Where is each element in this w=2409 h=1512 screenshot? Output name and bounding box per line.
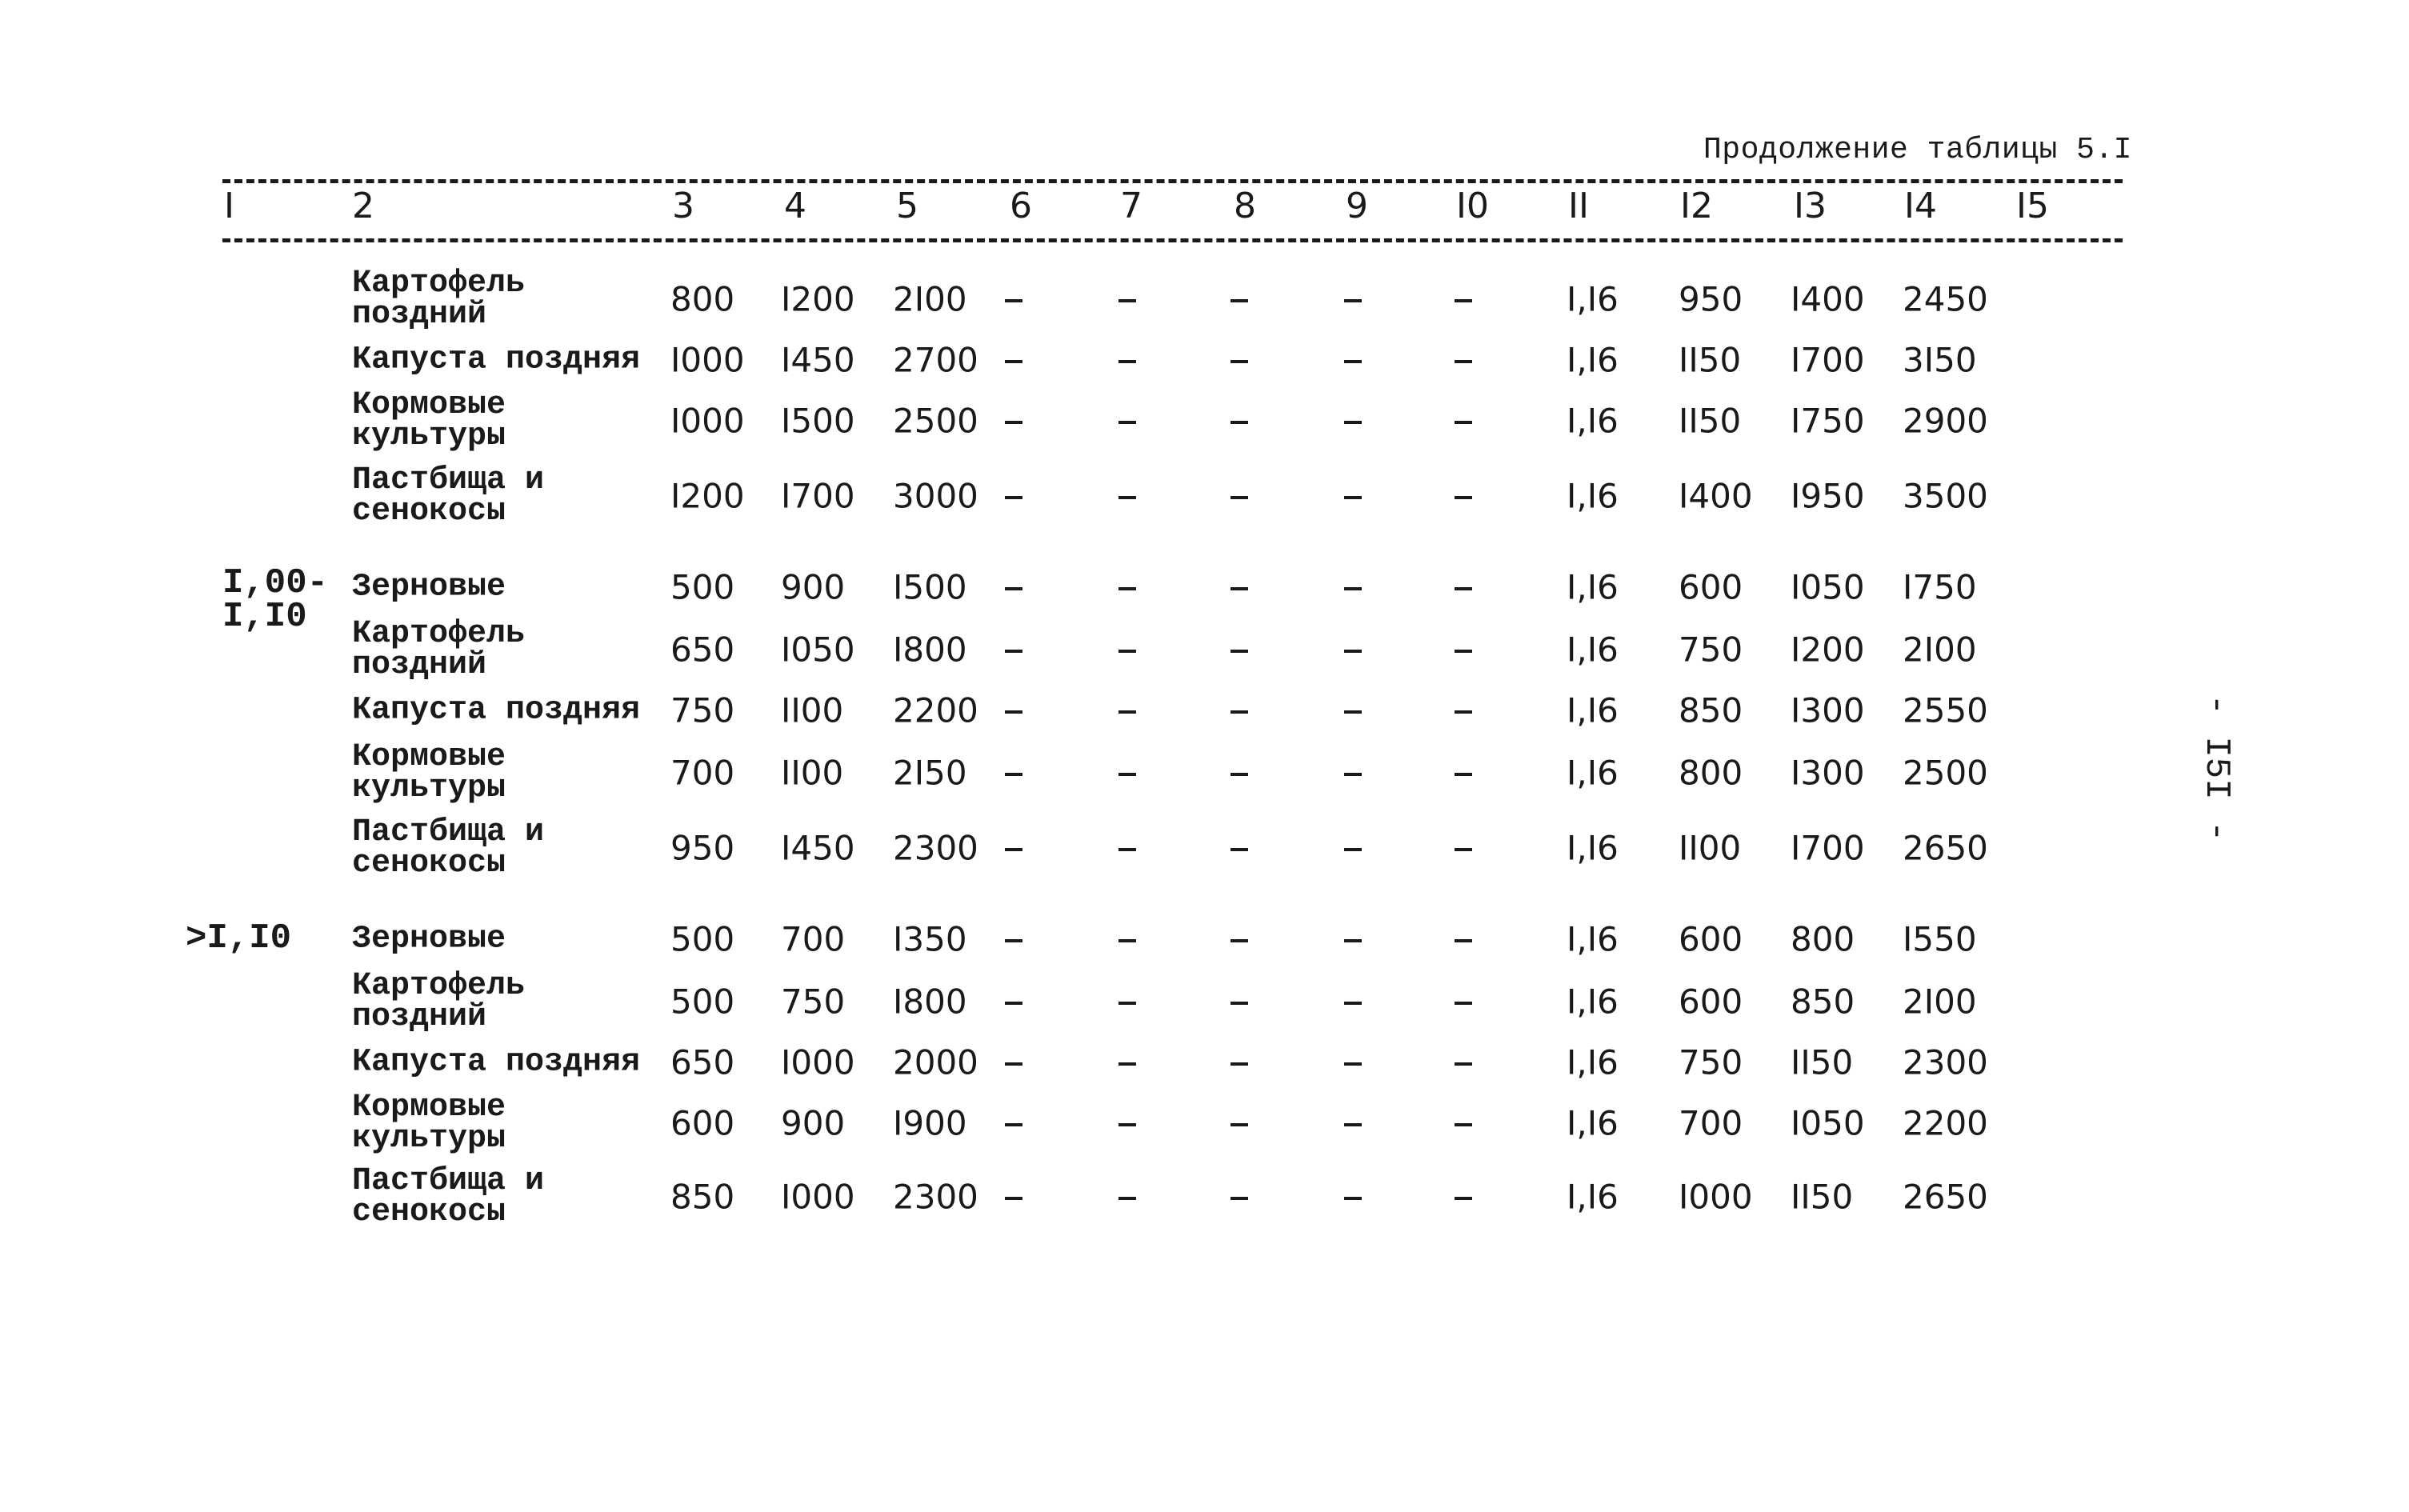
empty-cell-dash xyxy=(1455,421,1472,424)
empty-cell-dash xyxy=(1231,1197,1248,1200)
empty-cell-dash xyxy=(1455,773,1472,776)
cell-c3: 650 xyxy=(670,630,735,670)
crop-name: Пастбища и сенокосы xyxy=(352,814,545,882)
empty-cell-dash xyxy=(1005,710,1022,714)
cell-c4: 900 xyxy=(781,567,846,607)
empty-cell-dash xyxy=(1005,773,1022,776)
cell-c13: I300 xyxy=(1791,690,1865,730)
empty-cell-dash xyxy=(1344,1002,1362,1005)
empty-cell-dash xyxy=(1455,848,1472,851)
empty-cell-dash xyxy=(1118,848,1136,851)
cell-c12: 600 xyxy=(1679,919,1743,959)
empty-cell-dash xyxy=(1005,650,1022,653)
cell-c12: 700 xyxy=(1679,1103,1743,1143)
empty-cell-dash xyxy=(1118,650,1136,653)
empty-cell-dash xyxy=(1455,650,1472,653)
cell-c13: I200 xyxy=(1791,630,1865,670)
cell-c4: 750 xyxy=(781,982,846,1022)
empty-cell-dash xyxy=(1344,1123,1362,1126)
empty-cell-dash xyxy=(1231,496,1248,499)
cell-c13: I700 xyxy=(1791,340,1865,380)
cell-c3: 500 xyxy=(670,919,735,959)
cell-c11: I,I6 xyxy=(1567,476,1619,516)
crop-name: Картофель поздний xyxy=(352,968,526,1035)
empty-cell-dash xyxy=(1455,1197,1472,1200)
empty-cell-dash xyxy=(1118,1062,1136,1066)
cell-c4: I500 xyxy=(781,401,855,441)
empty-cell-dash xyxy=(1118,1123,1136,1126)
empty-cell-dash xyxy=(1118,587,1136,590)
empty-cell-dash xyxy=(1005,1123,1022,1126)
cell-c11: I,I6 xyxy=(1567,279,1619,319)
empty-cell-dash xyxy=(1344,360,1362,363)
cell-c12: II50 xyxy=(1679,340,1742,380)
crop-name: Зерновые xyxy=(352,921,506,958)
empty-cell-dash xyxy=(1005,1002,1022,1005)
crop-name: Картофель поздний xyxy=(352,266,526,333)
cell-c12: II00 xyxy=(1679,828,1742,868)
header-cell-13: I3 xyxy=(1794,186,1827,226)
empty-cell-dash xyxy=(1118,773,1136,776)
header-cell-3: 3 xyxy=(672,186,694,226)
cell-c14: 2900 xyxy=(1903,401,1988,441)
empty-cell-dash xyxy=(1455,1062,1472,1066)
cell-c14: 2450 xyxy=(1903,279,1988,319)
cell-c4: I200 xyxy=(781,279,855,319)
cell-c14: 2I00 xyxy=(1903,630,1977,670)
cell-c4: 900 xyxy=(781,1103,846,1143)
cell-c5: 2000 xyxy=(893,1042,978,1082)
cell-c11: I,I6 xyxy=(1567,401,1619,441)
cell-c11: I,I6 xyxy=(1567,630,1619,670)
empty-cell-dash xyxy=(1344,1197,1362,1200)
empty-cell-dash xyxy=(1231,773,1248,776)
table-caption: Продолжение таблицы 5.I xyxy=(1703,133,2132,167)
empty-cell-dash xyxy=(1118,1002,1136,1005)
cell-c5: 2500 xyxy=(893,401,978,441)
empty-cell-dash xyxy=(1005,496,1022,499)
empty-cell-dash xyxy=(1118,299,1136,302)
cell-c11: I,I6 xyxy=(1567,1042,1619,1082)
cell-c13: I950 xyxy=(1791,476,1865,516)
cell-c12: 600 xyxy=(1679,567,1743,607)
empty-cell-dash xyxy=(1231,939,1248,942)
cell-c3: I200 xyxy=(670,476,745,516)
header-bottom-rule xyxy=(222,238,2123,242)
cell-c5: 3000 xyxy=(893,476,978,516)
cell-c4: I000 xyxy=(781,1042,855,1082)
empty-cell-dash xyxy=(1455,1123,1472,1126)
cell-c12: II50 xyxy=(1679,401,1742,441)
cell-c13: I700 xyxy=(1791,828,1865,868)
empty-cell-dash xyxy=(1344,496,1362,499)
cell-c11: I,I6 xyxy=(1567,567,1619,607)
header-top-rule xyxy=(222,179,2123,183)
cell-c5: I350 xyxy=(893,919,967,959)
cell-c4: II00 xyxy=(781,690,844,730)
empty-cell-dash xyxy=(1231,1062,1248,1066)
cell-c5: 2I50 xyxy=(893,753,967,793)
cell-c3: 850 xyxy=(670,1177,735,1217)
cell-c5: 2200 xyxy=(893,690,978,730)
header-cell-4: 4 xyxy=(784,186,806,226)
empty-cell-dash xyxy=(1231,1002,1248,1005)
cell-c14: 2500 xyxy=(1903,753,1988,793)
empty-cell-dash xyxy=(1455,1002,1472,1005)
cell-c14: 2650 xyxy=(1903,1177,1988,1217)
cell-c3: 800 xyxy=(670,279,735,319)
header-cell-7: 7 xyxy=(1120,186,1142,226)
cell-c13: I400 xyxy=(1791,279,1865,319)
cell-c11: I,I6 xyxy=(1567,1103,1619,1143)
cell-c14: 3I50 xyxy=(1903,340,1977,380)
cell-c14: 2650 xyxy=(1903,828,1988,868)
cell-c3: 650 xyxy=(670,1042,735,1082)
empty-cell-dash xyxy=(1118,710,1136,714)
crop-name: Пастбища и сенокосы xyxy=(352,1163,545,1230)
cell-c4: I450 xyxy=(781,340,855,380)
cell-c11: I,I6 xyxy=(1567,340,1619,380)
empty-cell-dash xyxy=(1005,1197,1022,1200)
cell-c4: II00 xyxy=(781,753,844,793)
cell-c13: I050 xyxy=(1791,567,1865,607)
empty-cell-dash xyxy=(1344,710,1362,714)
empty-cell-dash xyxy=(1231,360,1248,363)
cell-c11: I,I6 xyxy=(1567,753,1619,793)
cell-c14: I750 xyxy=(1903,567,1977,607)
empty-cell-dash xyxy=(1231,421,1248,424)
empty-cell-dash xyxy=(1455,587,1472,590)
empty-cell-dash xyxy=(1344,650,1362,653)
cell-c5: 2300 xyxy=(893,1177,978,1217)
cell-c13: 850 xyxy=(1791,982,1855,1022)
empty-cell-dash xyxy=(1005,587,1022,590)
cell-c14: 3500 xyxy=(1903,476,1988,516)
empty-cell-dash xyxy=(1231,299,1248,302)
cell-c3: 600 xyxy=(670,1103,735,1143)
cell-c12: 950 xyxy=(1679,279,1743,319)
cell-c11: I,I6 xyxy=(1567,1177,1619,1217)
empty-cell-dash xyxy=(1344,421,1362,424)
cell-c5: 2300 xyxy=(893,828,978,868)
header-cell-1: I xyxy=(224,186,234,226)
cell-c5: I900 xyxy=(893,1103,967,1143)
cell-c12: I400 xyxy=(1679,476,1753,516)
empty-cell-dash xyxy=(1005,1062,1022,1066)
cell-c12: 800 xyxy=(1679,753,1743,793)
empty-cell-dash xyxy=(1344,939,1362,942)
cell-c3: I000 xyxy=(670,340,745,380)
crop-name: Зерновые xyxy=(352,569,506,606)
cell-c12: I000 xyxy=(1679,1177,1753,1217)
cell-c5: I500 xyxy=(893,567,967,607)
cell-c5: I800 xyxy=(893,982,967,1022)
empty-cell-dash xyxy=(1231,1123,1248,1126)
header-cell-10: I0 xyxy=(1456,186,1489,226)
cell-c12: 750 xyxy=(1679,1042,1743,1082)
crop-name: Картофель поздний xyxy=(352,616,526,683)
cell-c11: I,I6 xyxy=(1567,828,1619,868)
cell-c4: I050 xyxy=(781,630,855,670)
crop-name: Кормовые культуры xyxy=(352,1090,506,1157)
cell-c11: I,I6 xyxy=(1567,690,1619,730)
cell-c12: 750 xyxy=(1679,630,1743,670)
empty-cell-dash xyxy=(1455,939,1472,942)
crop-name: Кормовые культуры xyxy=(352,387,506,454)
cell-c13: I300 xyxy=(1791,753,1865,793)
header-cell-9: 9 xyxy=(1346,186,1368,226)
empty-cell-dash xyxy=(1231,650,1248,653)
empty-cell-dash xyxy=(1118,496,1136,499)
cell-c3: I000 xyxy=(670,401,745,441)
empty-cell-dash xyxy=(1118,360,1136,363)
cell-c11: I,I6 xyxy=(1567,919,1619,959)
empty-cell-dash xyxy=(1005,299,1022,302)
empty-cell-dash xyxy=(1005,939,1022,942)
crop-name: Капуста поздняя xyxy=(352,1044,641,1081)
cell-c13: I750 xyxy=(1791,401,1865,441)
page-number: - I5I - xyxy=(2196,694,2236,842)
header-cell-15: I5 xyxy=(2016,186,2049,226)
cell-c4: I700 xyxy=(781,476,855,516)
empty-cell-dash xyxy=(1118,939,1136,942)
cell-c13: II50 xyxy=(1791,1042,1854,1082)
empty-cell-dash xyxy=(1005,360,1022,363)
cell-c5: 2I00 xyxy=(893,279,967,319)
header-cell-8: 8 xyxy=(1234,186,1256,226)
cell-c5: I800 xyxy=(893,630,967,670)
cell-c14: 2300 xyxy=(1903,1042,1988,1082)
cell-c3: 700 xyxy=(670,753,735,793)
cell-c12: 850 xyxy=(1679,690,1743,730)
cell-c13: 800 xyxy=(1791,919,1855,959)
crop-name: Кормовые культуры xyxy=(352,739,506,806)
cell-c12: 600 xyxy=(1679,982,1743,1022)
header-cell-12: I2 xyxy=(1680,186,1713,226)
cell-c4: I450 xyxy=(781,828,855,868)
crop-name: Пастбища и сенокосы xyxy=(352,462,545,530)
group-label: >I,I0 xyxy=(186,918,292,958)
header-cell-11: II xyxy=(1568,186,1589,226)
header-cell-5: 5 xyxy=(896,186,918,226)
empty-cell-dash xyxy=(1231,848,1248,851)
crop-name: Капуста поздняя xyxy=(352,342,641,378)
empty-cell-dash xyxy=(1344,587,1362,590)
cell-c14: 2550 xyxy=(1903,690,1988,730)
empty-cell-dash xyxy=(1455,710,1472,714)
cell-c3: 500 xyxy=(670,982,735,1022)
cell-c14: I550 xyxy=(1903,919,1977,959)
empty-cell-dash xyxy=(1118,421,1136,424)
empty-cell-dash xyxy=(1118,1197,1136,1200)
cell-c11: I,I6 xyxy=(1567,982,1619,1022)
cell-c3: 950 xyxy=(670,828,735,868)
cell-c4: I000 xyxy=(781,1177,855,1217)
cell-c13: II50 xyxy=(1791,1177,1854,1217)
empty-cell-dash xyxy=(1344,848,1362,851)
cell-c3: 750 xyxy=(670,690,735,730)
crop-name: Капуста поздняя xyxy=(352,692,641,729)
empty-cell-dash xyxy=(1231,710,1248,714)
cell-c13: I050 xyxy=(1791,1103,1865,1143)
empty-cell-dash xyxy=(1455,496,1472,499)
cell-c4: 700 xyxy=(781,919,846,959)
cell-c14: 2200 xyxy=(1903,1103,1988,1143)
header-cell-14: I4 xyxy=(1904,186,1937,226)
group-label: I,00- I,I0 xyxy=(222,563,329,637)
empty-cell-dash xyxy=(1455,299,1472,302)
empty-cell-dash xyxy=(1455,360,1472,363)
cell-c3: 500 xyxy=(670,567,735,607)
empty-cell-dash xyxy=(1344,299,1362,302)
cell-c5: 2700 xyxy=(893,340,978,380)
cell-c14: 2I00 xyxy=(1903,982,1977,1022)
header-cell-2: 2 xyxy=(352,186,374,226)
empty-cell-dash xyxy=(1344,1062,1362,1066)
header-cell-6: 6 xyxy=(1010,186,1032,226)
empty-cell-dash xyxy=(1231,587,1248,590)
empty-cell-dash xyxy=(1344,773,1362,776)
empty-cell-dash xyxy=(1005,848,1022,851)
empty-cell-dash xyxy=(1005,421,1022,424)
